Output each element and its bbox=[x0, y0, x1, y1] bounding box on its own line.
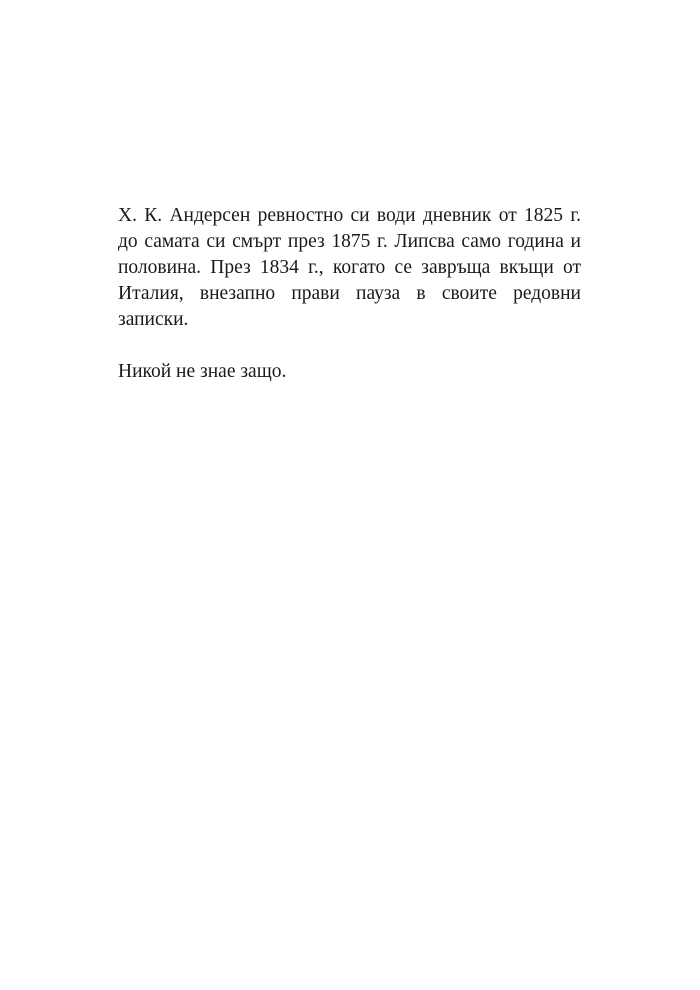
paragraph-diary-history: Х. К. Андерсен ревностно си води дневник от 1825 г. до самата си смърт през 1875 г. Липсва само година и половина. През 1834 г., когато се завръща вкъщи от Италия, внезапно прави пауза в своите редовни записки. bbox=[118, 205, 581, 330]
paragraph-nobody-knows: Никой не знае защо. bbox=[118, 361, 287, 382]
document-body bbox=[118, 203, 581, 385]
